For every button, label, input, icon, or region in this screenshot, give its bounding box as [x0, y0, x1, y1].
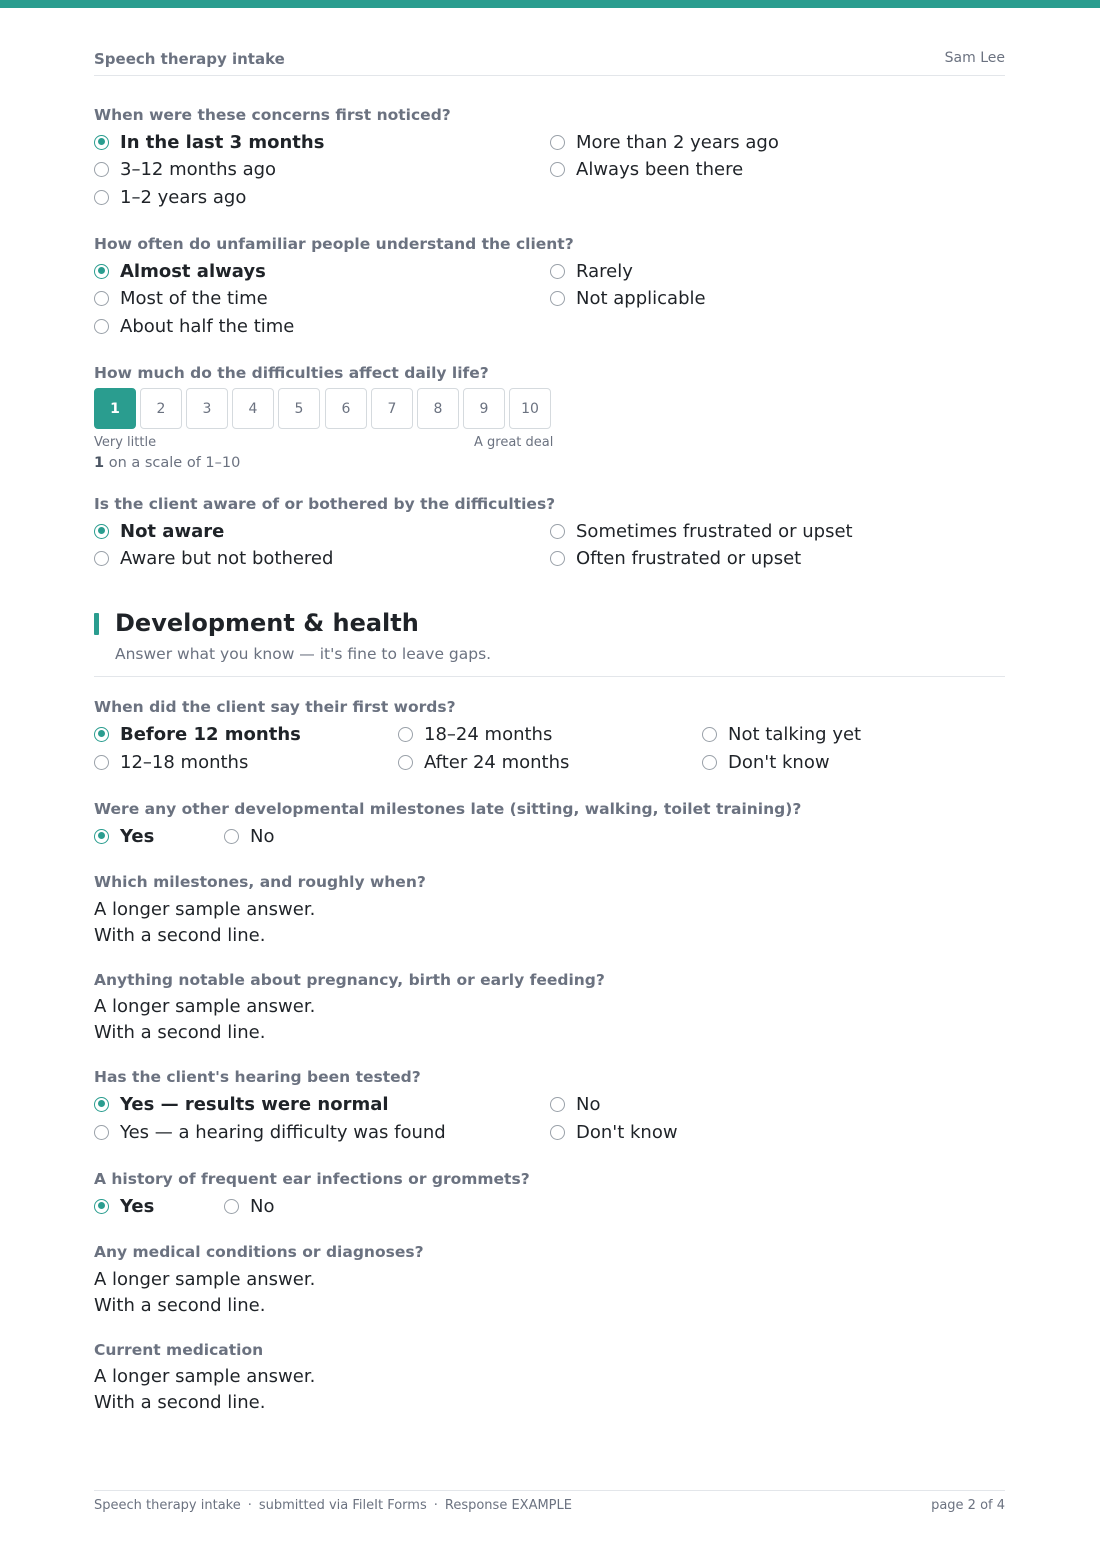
option-label: No [576, 1093, 601, 1115]
scale-option-7[interactable]: 7 [371, 388, 413, 429]
scale-option-4[interactable]: 4 [232, 388, 274, 429]
radio-icon [702, 755, 717, 770]
radio-selected-icon [94, 1097, 109, 1112]
option-label: Rarely [576, 260, 633, 282]
answer-line: With a second line. [94, 1022, 266, 1043]
radio-selected-icon [94, 135, 109, 150]
option-label: No [250, 1195, 275, 1217]
section-subtitle: Answer what you know — it's fine to leave gaps. [115, 645, 492, 663]
option-after-24-months[interactable] [398, 750, 569, 774]
footer-form-name: Speech therapy intake [94, 1498, 241, 1513]
radio-icon [398, 727, 413, 742]
separator-dot: · [433, 1498, 438, 1513]
option-often-frustrated[interactable] [550, 546, 801, 570]
option-label: Not applicable [576, 287, 706, 309]
answer-medical-conditions [94, 1267, 315, 1319]
option-most-of-the-time[interactable] [94, 286, 268, 310]
option-label: About half the time [120, 315, 295, 337]
question-milestones-late: Were any other developmental milestones late (sitting, walking, toilet training)? [94, 800, 802, 818]
answer-line: A longer sample answer. [94, 996, 316, 1017]
scale-option-3[interactable]: 3 [186, 388, 228, 429]
option-before-12-months[interactable] [94, 722, 301, 746]
answer-pregnancy-birth [94, 994, 315, 1046]
answer-which-milestones [94, 897, 315, 949]
radio-icon [550, 135, 565, 150]
radio-selected-icon [94, 264, 109, 279]
section-accent-bar [94, 613, 99, 635]
radio-icon [550, 291, 565, 306]
answer-line: A longer sample answer. [94, 1366, 316, 1387]
option-12-18-months[interactable] [94, 750, 248, 774]
scale-high-label: A great deal [474, 435, 554, 450]
option-label: Often frustrated or upset [576, 547, 802, 569]
option-1-2-years[interactable] [94, 185, 246, 209]
scale-option-9[interactable]: 9 [463, 388, 505, 429]
radio-icon [94, 291, 109, 306]
option-yes-normal[interactable] [94, 1092, 389, 1116]
option-rarely[interactable] [550, 259, 633, 283]
option-label: Aware but not bothered [120, 547, 334, 569]
radio-icon [550, 162, 565, 177]
option-label: More than 2 years ago [576, 131, 779, 153]
radio-icon [94, 162, 109, 177]
user-name: Sam Lee [944, 50, 1005, 66]
radio-icon [398, 755, 413, 770]
option-label: 18–24 months [424, 723, 553, 745]
scale-option-2[interactable]: 2 [140, 388, 182, 429]
option-label: Not aware [120, 520, 225, 542]
scale-value: 1 [94, 455, 105, 471]
option-no[interactable] [550, 1092, 600, 1116]
radio-icon [94, 190, 109, 205]
radio-icon [94, 319, 109, 334]
answer-current-medication [94, 1364, 315, 1416]
answer-line: A longer sample answer. [94, 899, 316, 920]
radio-icon [224, 1199, 239, 1214]
radio-icon [94, 1125, 109, 1140]
option-label: In the last 3 months [120, 131, 325, 153]
option-label: Most of the time [120, 287, 268, 309]
radio-icon [550, 551, 565, 566]
section-divider [94, 676, 1005, 677]
section-title: Development & health [115, 609, 419, 637]
option-almost-always[interactable] [94, 259, 266, 283]
form-title: Speech therapy intake [94, 50, 285, 68]
option-not-applicable[interactable] [550, 286, 706, 310]
question-medical-conditions: Any medical conditions or diagnoses? [94, 1243, 424, 1261]
option-label: Yes — a hearing difficulty was found [120, 1121, 446, 1143]
option-label: Almost always [120, 260, 266, 282]
option-dont-know[interactable] [550, 1120, 678, 1144]
radio-icon [550, 264, 565, 279]
option-always-been-there[interactable] [550, 157, 743, 181]
page-number: page 2 of 4 [931, 1498, 1005, 1513]
scale-option-8[interactable]: 8 [417, 388, 459, 429]
option-label: Yes [120, 825, 155, 847]
option-3-12-months[interactable] [94, 157, 276, 181]
radio-icon [94, 755, 109, 770]
option-label: Sometimes frustrated or upset [576, 520, 853, 542]
question-first-words: When did the client say their first words? [94, 698, 456, 716]
option-aware-not-bothered[interactable] [94, 546, 333, 570]
answer-line: With a second line. [94, 925, 266, 946]
answer-line: A longer sample answer. [94, 1269, 316, 1290]
answer-line: With a second line. [94, 1392, 266, 1413]
question-hearing-tested: Has the client's hearing been tested? [94, 1068, 421, 1086]
option-label: Yes [120, 1195, 155, 1217]
footer-meta [94, 1498, 572, 1513]
option-label: After 24 months [424, 751, 570, 773]
question-concerns-noticed: When were these concerns first noticed? [94, 106, 451, 124]
option-label: Not talking yet [728, 723, 862, 745]
option-not-aware[interactable] [94, 519, 224, 543]
radio-icon [550, 524, 565, 539]
option-last-3-months[interactable] [94, 130, 324, 154]
option-label: 12–18 months [120, 751, 249, 773]
question-daily-life-impact: How much do the difficulties affect daily life? [94, 364, 489, 382]
option-label: Yes — results were normal [120, 1093, 389, 1115]
radio-selected-icon [94, 829, 109, 844]
option-yes[interactable] [94, 1194, 154, 1218]
radio-selected-icon [94, 524, 109, 539]
option-dont-know[interactable] [702, 750, 830, 774]
footer-source: submitted via FileIt Forms [258, 1498, 427, 1513]
option-yes-difficulty-found[interactable] [94, 1120, 446, 1144]
radio-icon [702, 727, 717, 742]
option-label: Always been there [576, 158, 744, 180]
option-label: Don't know [576, 1121, 678, 1143]
option-label: Don't know [728, 751, 830, 773]
radio-selected-icon [94, 727, 109, 742]
option-label: Before 12 months [120, 723, 301, 745]
answer-line: With a second line. [94, 1295, 266, 1316]
radio-icon [224, 829, 239, 844]
question-understood: How often do unfamiliar people understand the client? [94, 235, 574, 253]
footer-response: Response EXAMPLE [444, 1498, 572, 1513]
question-current-medication: Current medication [94, 1341, 264, 1359]
scale-option-6[interactable]: 6 [325, 388, 367, 429]
option-not-talking-yet[interactable] [702, 722, 861, 746]
page-header [94, 48, 1005, 76]
option-yes[interactable] [94, 824, 154, 848]
scale-option-10[interactable]: 10 [509, 388, 551, 429]
separator-dot: · [247, 1498, 252, 1513]
option-label: No [250, 825, 275, 847]
option-no[interactable] [224, 824, 274, 848]
scale-low-label: Very little [94, 435, 157, 450]
radio-icon [94, 551, 109, 566]
option-sometimes-frustrated[interactable] [550, 519, 853, 543]
question-pregnancy-birth: Anything notable about pregnancy, birth or early feeding? [94, 971, 605, 989]
footer-divider [94, 1490, 1005, 1491]
radio-selected-icon [94, 1199, 109, 1214]
question-ear-infections: A history of frequent ear infections or grommets? [94, 1170, 530, 1188]
option-about-half[interactable] [94, 314, 294, 338]
option-label: 1–2 years ago [120, 186, 247, 208]
radio-icon [550, 1125, 565, 1140]
option-18-24-months[interactable] [398, 722, 552, 746]
scale-option-5[interactable]: 5 [278, 388, 320, 429]
scale-value-suffix: on a scale of 1–10 [108, 455, 241, 471]
option-no[interactable] [224, 1194, 274, 1218]
question-which-milestones: Which milestones, and roughly when? [94, 873, 426, 891]
scale-option-1[interactable]: 1 [94, 388, 136, 429]
option-more-than-2-years[interactable] [550, 130, 779, 154]
radio-icon [550, 1097, 565, 1112]
question-client-aware: Is the client aware of or bothered by the difficulties? [94, 495, 556, 513]
option-label: 3–12 months ago [120, 158, 277, 180]
top-accent-bar [0, 0, 1100, 8]
scale-value-readout [94, 455, 240, 471]
